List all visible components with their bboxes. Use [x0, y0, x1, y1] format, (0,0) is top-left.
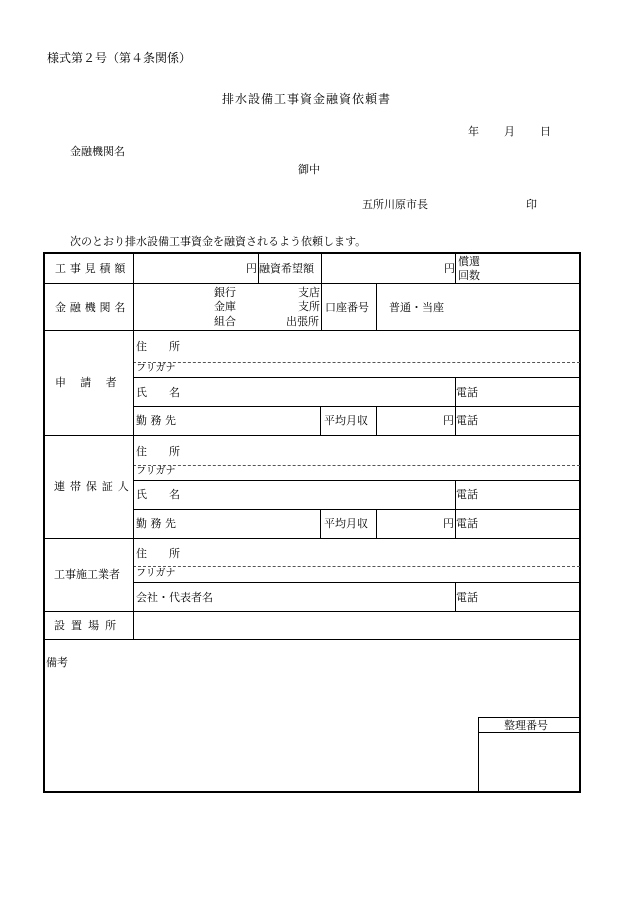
subrow-divider: [133, 480, 580, 481]
label-column-divider: [133, 253, 134, 639]
addressee-bank-label: 金融機関名: [70, 145, 125, 158]
bank-option: 銀行: [214, 286, 236, 299]
subrow-divider: [133, 377, 580, 378]
phone-label: 電話: [456, 414, 478, 427]
date-year: 年: [468, 125, 479, 138]
address-label: 住 所: [136, 340, 180, 353]
form-number: 様式第２号（第４条関係）: [47, 51, 192, 65]
col-divider: [321, 253, 322, 330]
row-divider: [44, 283, 580, 284]
subrow-divider: [133, 509, 580, 510]
col-divider: [376, 283, 377, 330]
furigana-label: フリガナ: [136, 363, 176, 374]
subrow-divider: [133, 465, 580, 466]
name-label: 氏 名: [136, 386, 180, 399]
repay-label: 回数: [458, 269, 480, 282]
remarks-label: 備考: [46, 656, 68, 669]
address-label: 住 所: [136, 445, 180, 458]
date-day: 日: [540, 125, 551, 138]
repay-label: 償還: [458, 255, 480, 268]
ref-box-divider: [478, 732, 580, 733]
onchu-label: 御中: [298, 163, 320, 176]
company-representative-label: 会社・代表者名: [136, 591, 213, 604]
subrow-divider: [133, 406, 580, 407]
account-number-label: 口座番号: [325, 301, 369, 314]
subrow-divider: [133, 362, 580, 363]
estimate-label: 工事見積額: [55, 262, 130, 275]
guarantor-label: 連帯保証人: [54, 480, 134, 493]
account-type-option[interactable]: 普通・当座: [389, 301, 444, 314]
row-divider: [44, 538, 580, 539]
col-divider: [376, 509, 377, 538]
ref-box-divider: [478, 717, 580, 718]
office-option: 出張所: [286, 315, 319, 328]
repay-count-field[interactable]: [470, 258, 578, 280]
reference-number-label: 整理番号: [504, 719, 548, 732]
col-divider: [455, 253, 456, 283]
row-divider: [44, 435, 580, 436]
row-divider: [44, 639, 580, 640]
ref-box-divider: [478, 717, 479, 792]
furigana-label: フリガナ: [136, 466, 176, 477]
phone-label: 電話: [456, 517, 478, 530]
income-label: 平均月収: [324, 517, 368, 530]
phone-label: 電話: [456, 591, 478, 604]
document-title: 排水設備工事資金融資依頼書: [222, 92, 392, 106]
date-month: 月: [504, 125, 515, 138]
union-option: 組合: [214, 315, 236, 328]
name-label: 氏 名: [136, 488, 180, 501]
contractor-label: 工事施工業者: [54, 568, 120, 581]
yen-unit: 円: [443, 414, 454, 427]
yen-unit: 円: [246, 262, 257, 275]
address-label: 住 所: [136, 547, 180, 560]
shisho-option: 支所: [298, 300, 320, 313]
seal-mark: 印: [526, 198, 537, 211]
income-label: 平均月収: [324, 414, 368, 427]
installation-site-label: 設置場所: [54, 619, 123, 632]
mayor-label: 五所川原市長: [362, 198, 428, 211]
col-divider: [376, 406, 377, 435]
furigana-label: フリガナ: [136, 568, 176, 579]
row-divider: [44, 330, 580, 331]
branch-option: 支店: [298, 286, 320, 299]
intro-text: 次のとおり排水設備工事資金を融資されるよう依頼します。: [70, 235, 367, 248]
phone-label: 電話: [456, 386, 478, 399]
yen-unit: 円: [443, 517, 454, 530]
workplace-label: 勤 務 先: [136, 517, 176, 530]
yen-unit: 円: [444, 262, 455, 275]
row-divider: [44, 611, 580, 612]
loan-amount-label: 融資希望額: [259, 262, 314, 275]
vault-option: 金庫: [214, 300, 236, 313]
subrow-divider: [133, 582, 580, 583]
applicant-label: 申請者: [55, 376, 131, 389]
workplace-label: 勤 務 先: [136, 414, 176, 427]
subrow-divider: [133, 566, 580, 567]
phone-label: 電話: [456, 488, 478, 501]
col-divider: [320, 406, 321, 435]
col-divider: [320, 509, 321, 538]
application-table: [43, 252, 581, 793]
bank-name-label: 金融機関名: [55, 301, 130, 314]
